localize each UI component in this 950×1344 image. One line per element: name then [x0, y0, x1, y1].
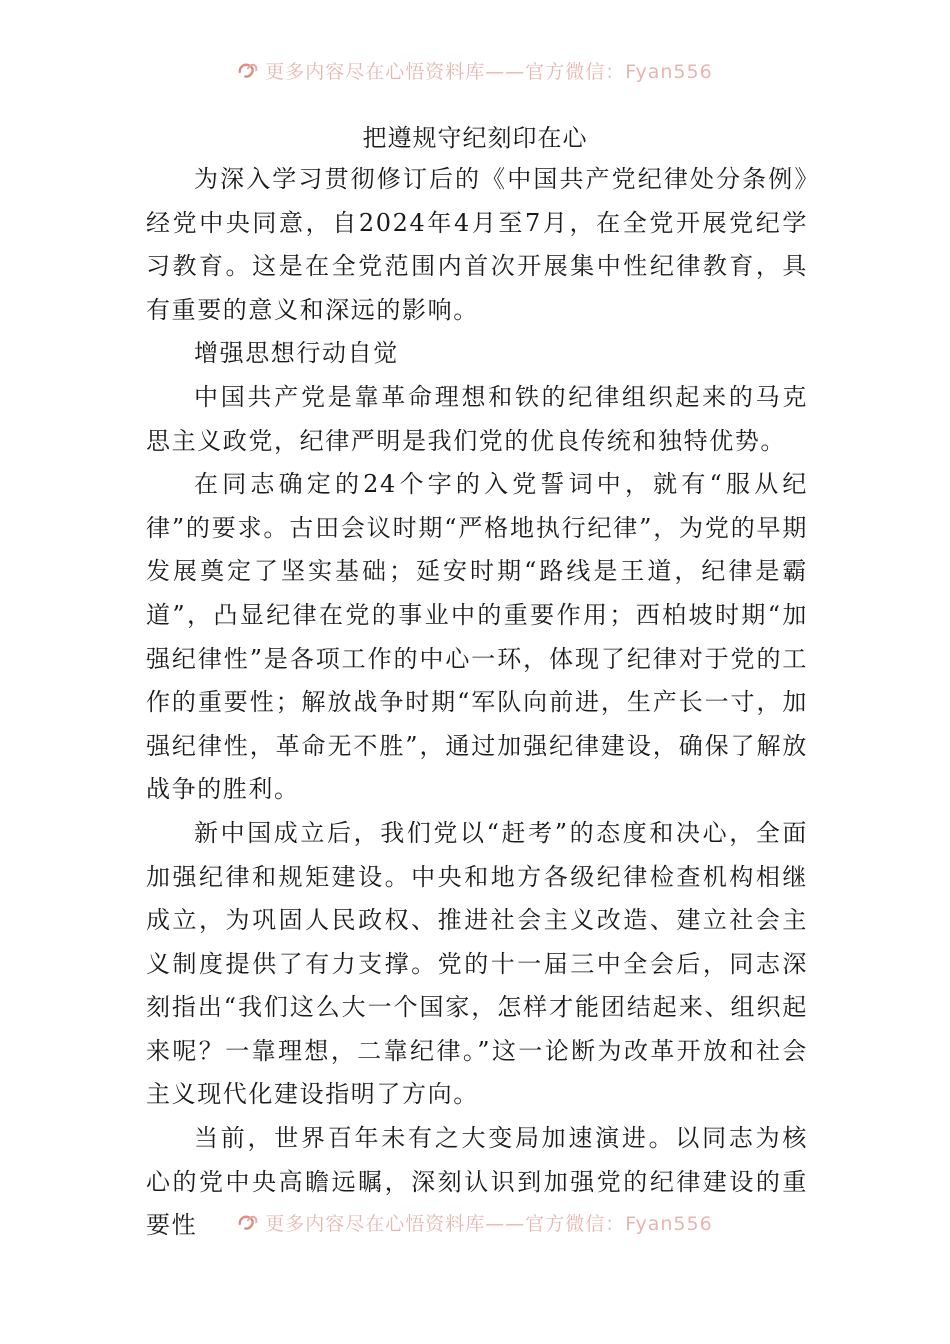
paragraph: 在同志确定的24个字的入党誓词中，就有“服从纪律”的要求。古田会议时期“严格地执行纪律”，为党的早期发展奠定了坚实基础；延安时期“路线是王道，纪律是霸道”，凸显纪律在党的事业中的重要作用；西柏坡时期“加强纪律性”是各项工作的中心一环，体现了纪律对于党的工作的重要性；解放战争时期“军队向前进，生产长一寸，加强纪律性，革命无不胜”，通过加强纪律建设，确保了解放战争的胜利。 — [146, 470, 808, 804]
document-body — [146, 158, 808, 1248]
watermark-text: 更多内容尽在心悟资料库——官方微信：Fyan556 — [265, 60, 713, 83]
page-title: 把遵规守纪刻印在心 — [362, 124, 588, 152]
section-heading: 增强思想行动自觉 — [194, 339, 399, 368]
watermark-text: 更多内容尽在心悟资料库——官方微信：Fyan556 — [265, 1212, 713, 1235]
watermark-top — [0, 55, 950, 85]
paragraph: 中国共产党是靠革命理想和铁的纪律组织起来的马克思主义政党，纪律严明是我们党的优良传统和独特优势。 — [146, 382, 808, 455]
brand-logo-icon — [237, 59, 259, 81]
paragraph: 当前，世界百年未有之大变局加速演进。以同志为核心的党中央高瞻远瞩，深刻认识到加强党的纪律建设的重要性 — [146, 1124, 808, 1240]
brand-logo-icon — [237, 1211, 259, 1233]
paragraph: 为深入学习贯彻修订后的《中国共产党纪律处分条例》经党中央同意，自2024年4月至7月，在全党开展党纪学习教育。这是在全党范围内首次开展集中性纪律教育，具有重要的意义和深远的影响。 — [146, 165, 808, 324]
paragraph: 新中国成立后，我们党以“赶考”的态度和决心，全面加强纪律和规矩建设。中央和地方各级纪律检查机构相继成立，为巩固人民政权、推进社会主义改造、建立社会主义制度提供了有力支撑。党的十一届三中全会后，同志深刻指出“我们这么大一个国家，怎样才能团结起来、组织起来呢？一靠理想，二靠纪律。”这一论断为改革开放和社会主义现代化建设指明了方向。 — [146, 818, 808, 1109]
watermark-bottom — [0, 1207, 950, 1237]
